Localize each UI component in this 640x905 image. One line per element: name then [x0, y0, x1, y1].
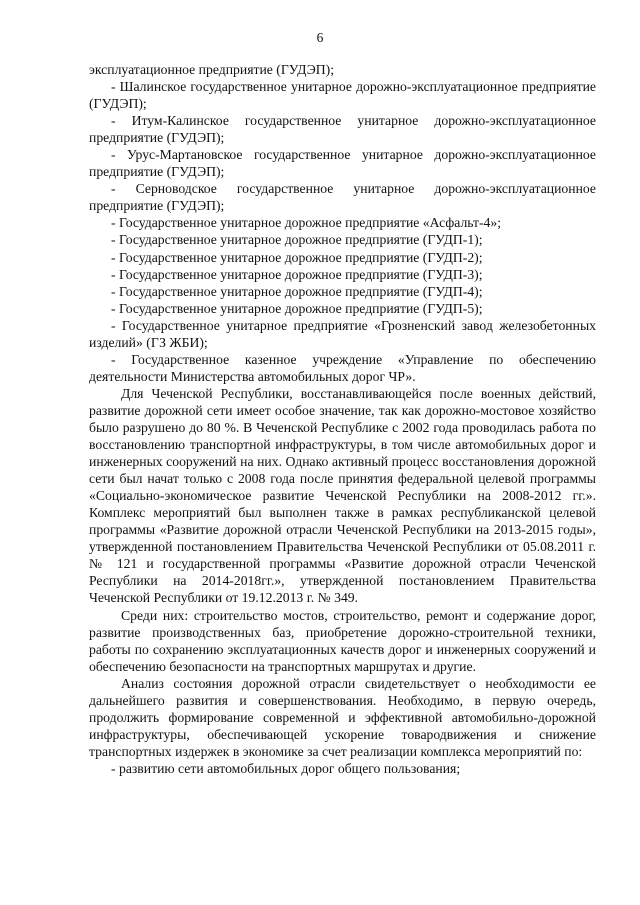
text-line-continuation: эксплуатационное предприятие (ГУДЭП); [89, 62, 335, 77]
document-body [89, 61, 596, 777]
list-item: - Государственное унитарное дорожное предприятие (ГУДП-2); [111, 249, 483, 265]
list-item: - Шалинское государственное унитарное дорожно-эксплуатационное предприятие (ГУДЭП); [89, 79, 596, 112]
list-item: - развитию сети автомобильных дорог общего пользования; [111, 760, 461, 776]
list-item: - Государственное унитарное дорожное предприятие «Асфальт-4»; [111, 215, 502, 231]
list-item: - Государственное казенное учреждение «Управление по обеспечению деятельности Министерства автомобильных дорог ЧР». [89, 351, 596, 384]
paragraph: Анализ состояния дорожной отрасли свидетельствует о необходимости ее дальнейшего развития и совершенствования. Необходимо, в первую очередь, продолжить формирование современной и эффективной автомобильно-дорожной инфраструктуры, обеспечивающей ускорение товародвижения и снижение транспортных издержек в экономике за счет реализации комплекса мероприятий по: [89, 675, 596, 759]
page-number: 6 [316, 30, 324, 45]
list-item: - Урус-Мартановское государственное унитарное дорожно-эксплуатационное предприятие (ГУДЭП); [89, 147, 596, 180]
list-item: - Государственное унитарное дорожное предприятие (ГУДП-4); [111, 283, 483, 299]
list-item: - Государственное унитарное дорожное предприятие (ГУДП-1); [111, 232, 483, 248]
list-item: - Государственное унитарное дорожное предприятие (ГУДП-3); [111, 266, 483, 282]
list-item: - Серноводское государственное унитарное дорожно-эксплуатационное предприятие (ГУДЭП); [89, 181, 596, 214]
paragraph: Для Чеченской Республики, восстанавливающейся после военных действий, развитие дорожной сети имеет особое значение, так как дорожно-мостовое хозяйство было разрушено до 80 %. В Чеченской Республике с 2002 года проводилась работа по восстановлению транспортной инфраструктуры, в том числе автомобильных дорог и инженерных сооружений на них. Однако активный процесс восстановления дорожной сети был начат только с 2008 года после принятия федеральной целевой программы «Социально-экономическое развитие Чеченской Республики на 2008-2012 гг.». Комплекс мероприятий был выполнен также в рамках республиканской целевой программы «Развитие дорожной отрасли Чеченской Республики на 2013-2015 годы», утвержденной постановлением Правительства Чеченской Республики от 05.08.2011 г. № 121 и государственной программы «Развитие дорожной отрасли Чеченской Республики на 2014-2018гг.», утвержденной постановлением Правительства Чеченской Республики от 19.12.2013 г. № 349. [89, 385, 596, 606]
list-item: - Государственное унитарное дорожное предприятие (ГУДП-5); [111, 300, 483, 316]
paragraph: Среди них: строительство мостов, строительство, ремонт и содержание дорог, развитие производственных баз, приобретение дорожно-строительной техники, работы по сохранению эксплуатационных качеств дорог и инженерных сооружений и обеспечению безопасности на транспортных маршрутах и другие. [89, 607, 596, 674]
list-item: - Итум-Калинское государственное унитарное дорожно-эксплуатационное предприятие (ГУДЭП); [89, 113, 596, 146]
list-item: - Государственное унитарное предприятие «Грозненский завод железобетонных изделий» (ГЗ ЖБИ); [89, 317, 596, 350]
